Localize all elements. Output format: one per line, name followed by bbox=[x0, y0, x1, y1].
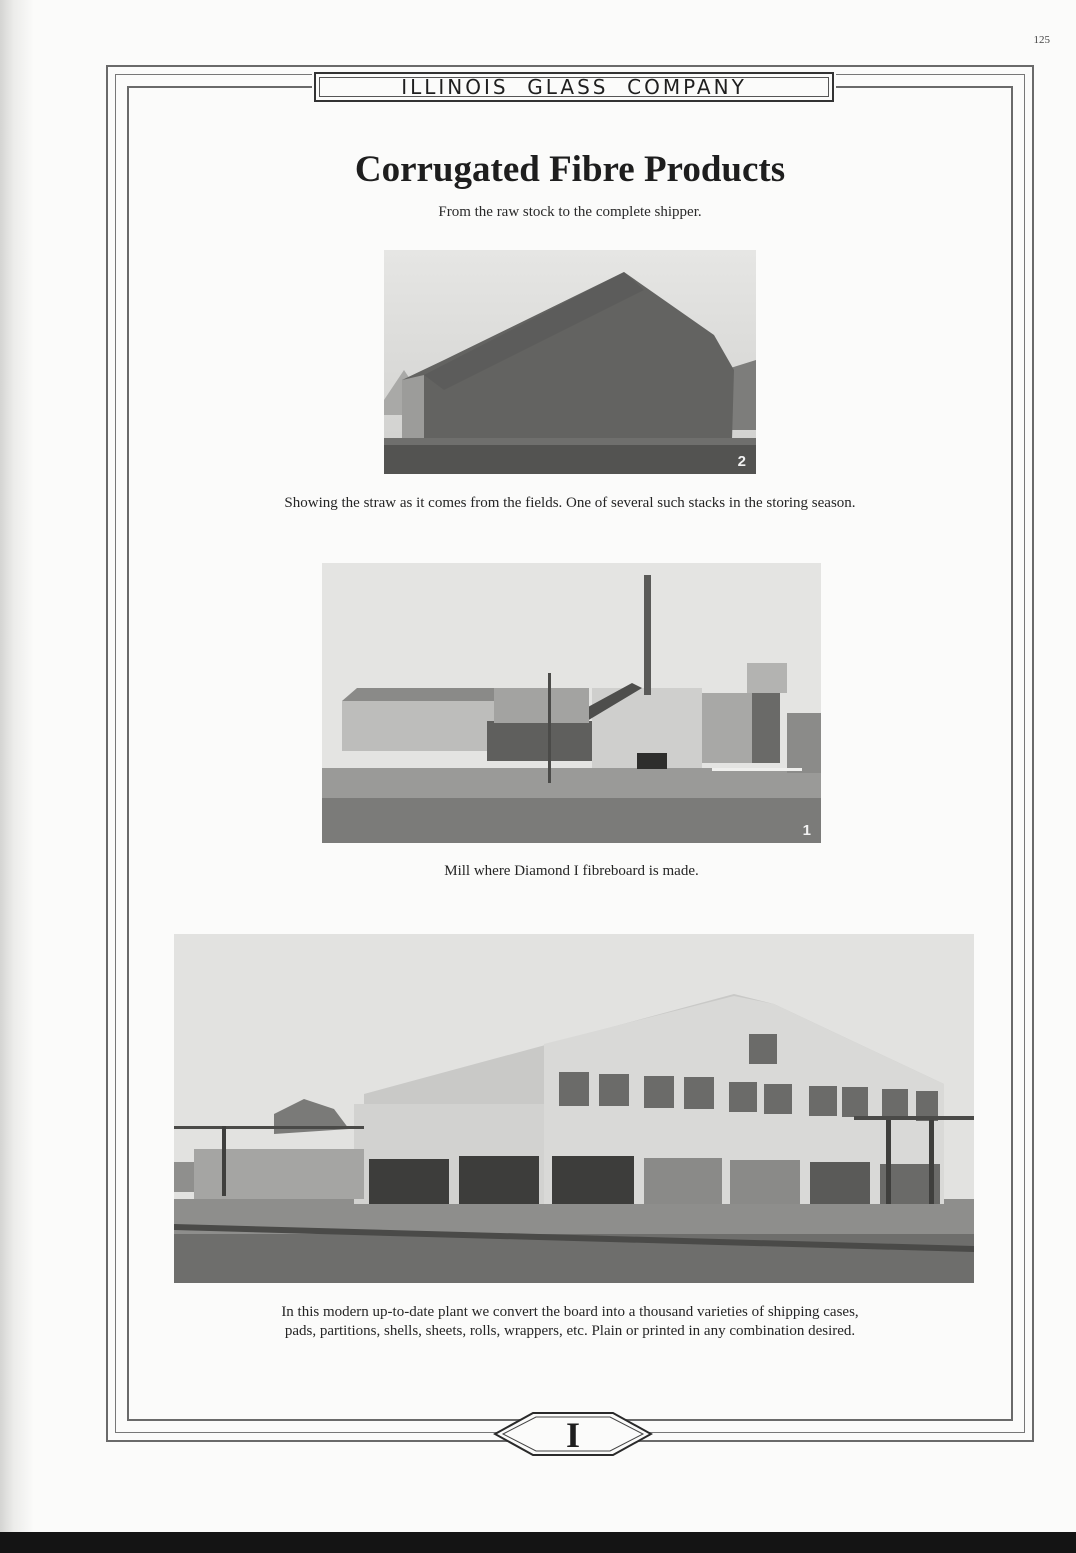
caption-mill: Mill where Diamond I fibreboard is made. bbox=[444, 863, 699, 879]
caption-line: pads, partitions, shells, sheets, rolls, wrappers, etc. Plain or printed in any combination desired. bbox=[284, 1323, 856, 1339]
photo-mill bbox=[322, 563, 821, 843]
photo-number: 2 bbox=[737, 453, 746, 470]
photo-converting-plant bbox=[174, 934, 974, 1283]
photo-straw-stack bbox=[384, 250, 756, 474]
company-header bbox=[314, 72, 834, 102]
caption-converting-plant bbox=[130, 1303, 1010, 1341]
company-name: ILLINOIS GLASS COMPANY bbox=[401, 75, 747, 99]
diamond-i-logo bbox=[493, 1411, 653, 1457]
caption-straw-stack: Showing the straw as it comes from the fields. One of several such stacks in the storing season. bbox=[284, 495, 856, 511]
page-title: Corrugated Fibre Products bbox=[354, 149, 786, 190]
page-edge-shadow bbox=[0, 0, 34, 1553]
scan-bottom-edge bbox=[0, 1532, 1076, 1553]
page-number: 125 bbox=[1033, 34, 1050, 46]
page-subtitle: From the raw stock to the complete shipper. bbox=[438, 204, 702, 220]
caption-line: In this modern up-to-date plant we convert the board into a thousand varieties of shipping cases, bbox=[281, 1304, 859, 1320]
photo-number: 1 bbox=[802, 822, 811, 839]
logo-letter: I bbox=[565, 1415, 581, 1455]
